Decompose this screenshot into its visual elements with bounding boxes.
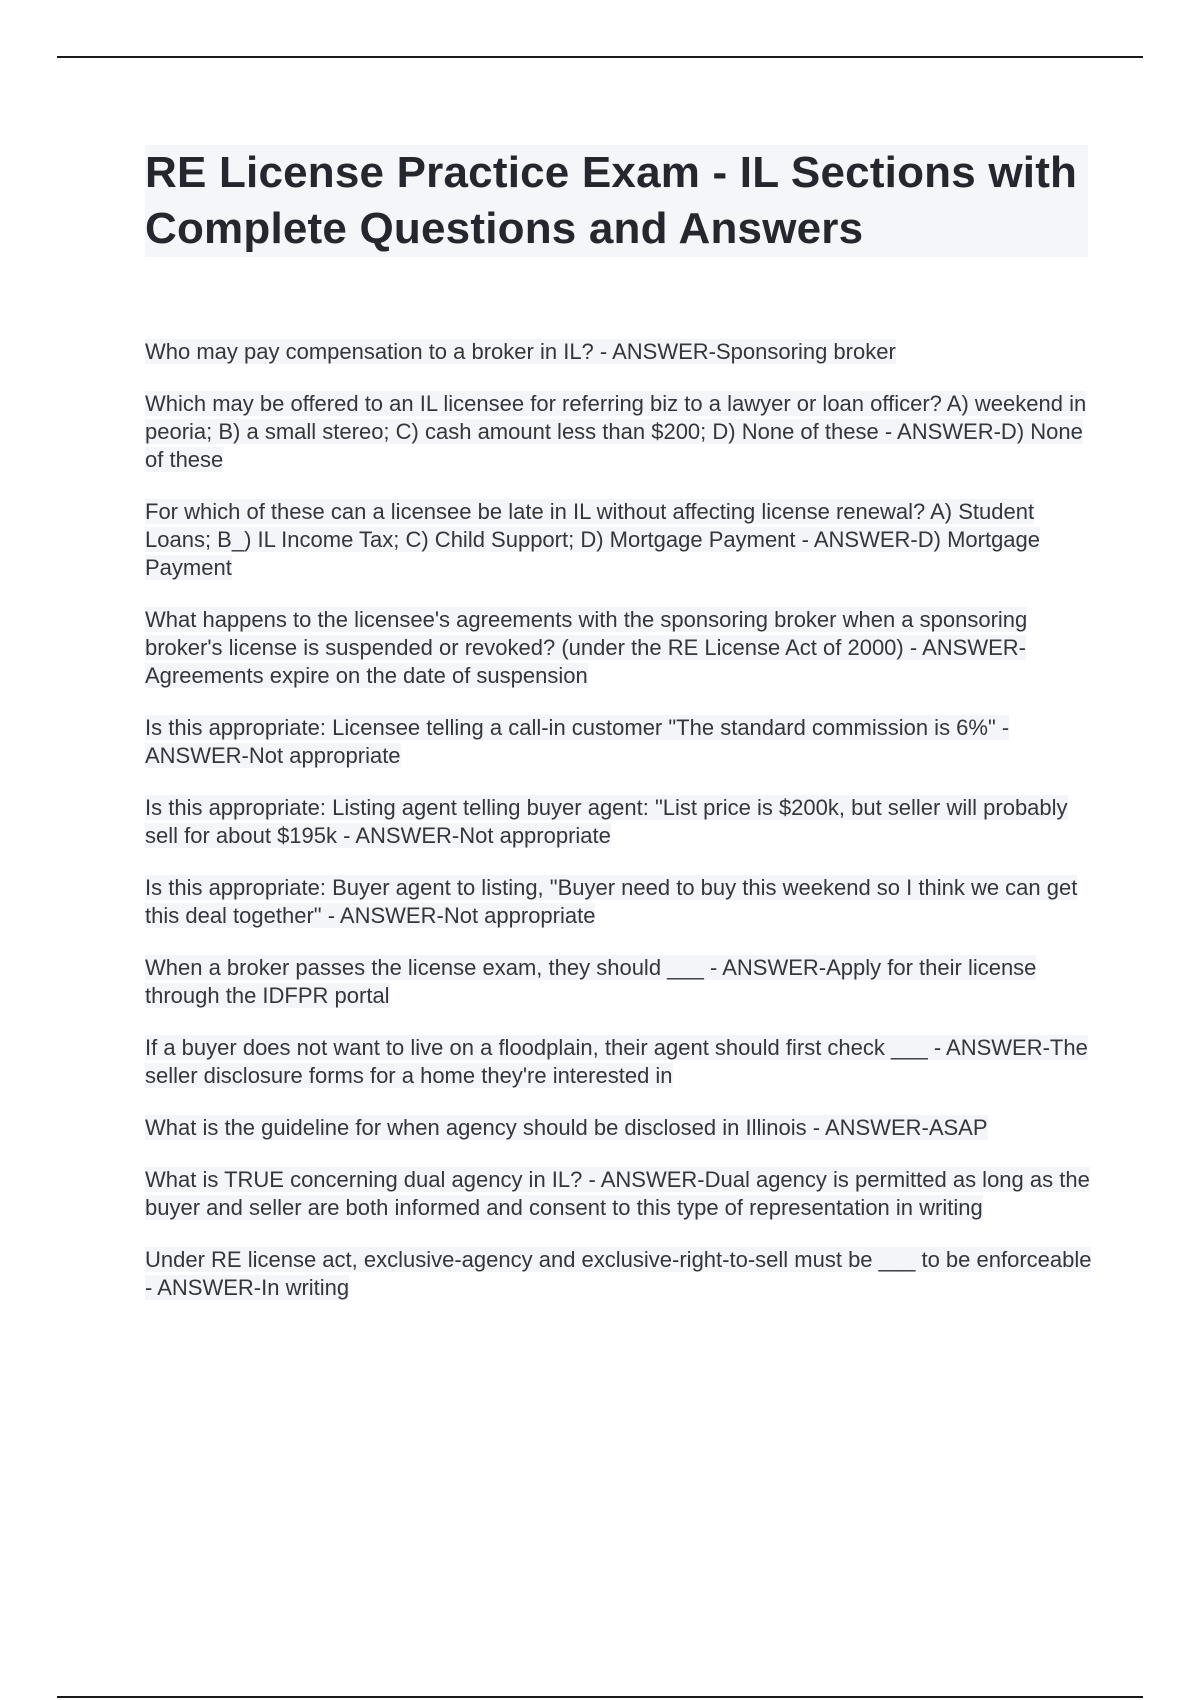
qa-item xyxy=(145,874,1095,930)
qa-item xyxy=(145,498,1095,582)
qa-item xyxy=(145,1114,1095,1142)
qa-text: Is this appropriate: Licensee telling a call-in customer "The standard commission is 6%" - ANSWER-Not appropriate xyxy=(145,715,1010,768)
qa-list xyxy=(145,338,1095,1326)
title-block xyxy=(145,145,1088,257)
qa-item xyxy=(145,1166,1095,1222)
qa-item xyxy=(145,954,1095,1010)
qa-text: If a buyer does not want to live on a floodplain, their agent should first check ___ - ANSWER-The seller disclosure forms for a home they're interested in xyxy=(145,1035,1088,1088)
qa-item xyxy=(145,1034,1095,1090)
qa-text: Who may pay compensation to a broker in IL? - ANSWER-Sponsoring broker xyxy=(145,339,896,364)
qa-item xyxy=(145,794,1095,850)
document-title: RE License Practice Exam - IL Sections with Complete Questions and Answers xyxy=(145,148,1078,253)
qa-text: Which may be offered to an IL licensee for referring biz to a lawyer or loan officer? A) weekend in peoria; B) a small stereo; C) cash amount less than $200; D) None of these - ANSWER-D) None of these xyxy=(145,391,1087,472)
qa-text: What is TRUE concerning dual agency in IL? - ANSWER-Dual agency is permitted as long as the buyer and seller are both informed and consent to this type of representation in writing xyxy=(145,1167,1090,1220)
qa-item xyxy=(145,390,1095,474)
qa-text: What is the guideline for when agency should be disclosed in Illinois - ANSWER-ASAP xyxy=(145,1115,988,1140)
qa-item xyxy=(145,338,1095,366)
top-divider xyxy=(57,56,1143,58)
qa-text: Is this appropriate: Buyer agent to listing, "Buyer need to buy this weekend so I think we can get this deal together" - ANSWER-Not appropriate xyxy=(145,875,1078,928)
qa-item xyxy=(145,606,1095,690)
qa-text: Under RE license act, exclusive-agency and exclusive-right-to-sell must be ___ to be enforceable - ANSWER-In writing xyxy=(145,1247,1092,1300)
bottom-divider xyxy=(57,1696,1143,1698)
qa-text: When a broker passes the license exam, they should ___ - ANSWER-Apply for their license through the IDFPR portal xyxy=(145,955,1037,1008)
qa-item xyxy=(145,1246,1095,1302)
qa-text: For which of these can a licensee be late in IL without affecting license renewal? A) Student Loans; B_) IL Income Tax; C) Child Support; D) Mortgage Payment - ANSWER-D) Mortgage Payment xyxy=(145,499,1041,580)
qa-item xyxy=(145,714,1095,770)
qa-text: What happens to the licensee's agreements with the sponsoring broker when a sponsoring broker's license is suspended or revoked? (under the RE License Act of 2000) - ANSWER-Agreements expire on the date of suspension xyxy=(145,607,1028,688)
qa-text: Is this appropriate: Listing agent telling buyer agent: "List price is $200k, but seller will probably sell for about $195k - ANSWER-Not appropriate xyxy=(145,795,1068,848)
